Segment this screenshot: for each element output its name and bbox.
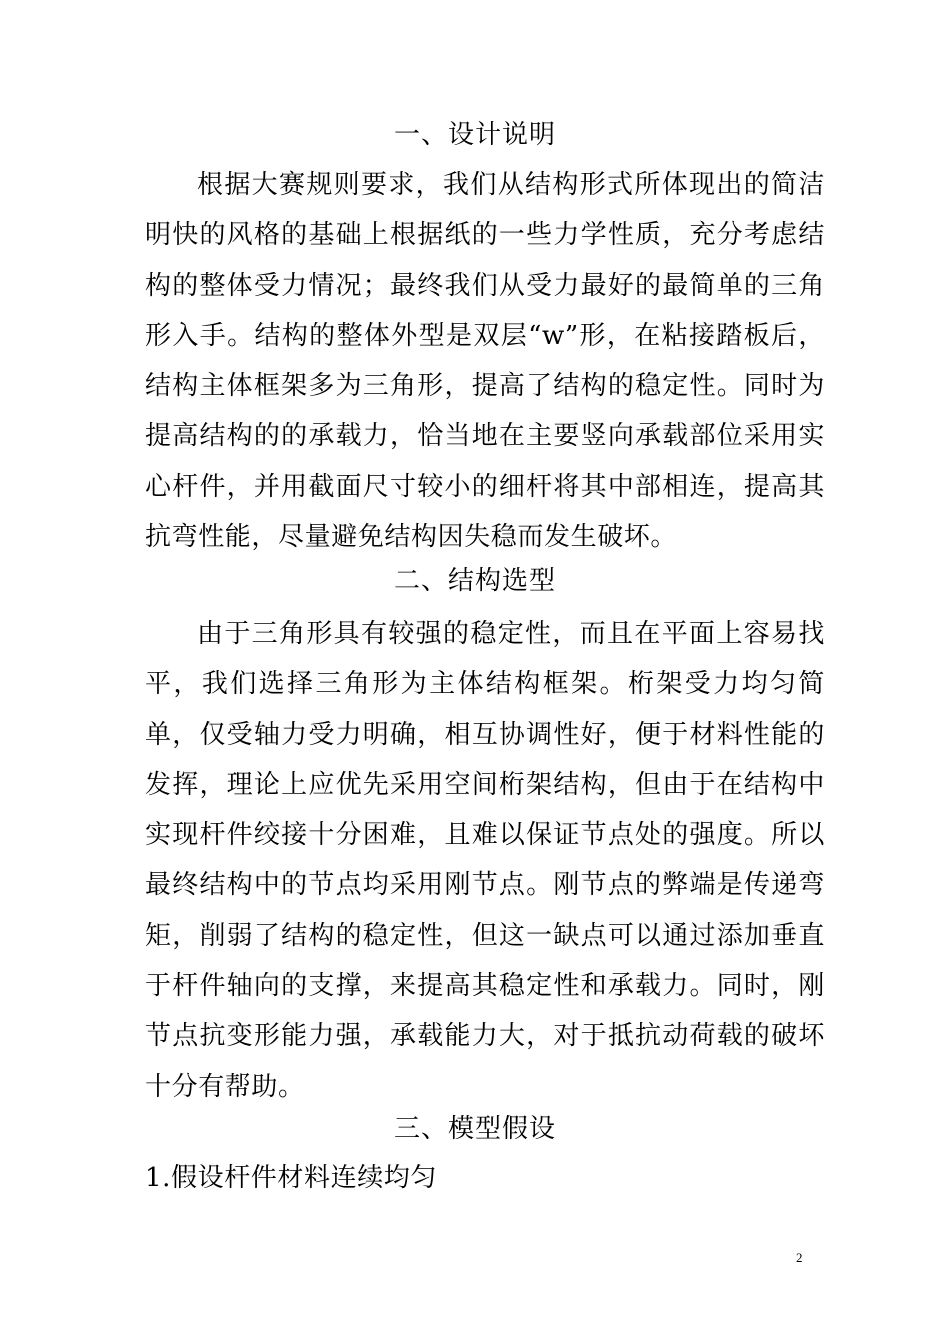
section-heading-structure-selection: 二、结构选型 [393, 566, 556, 596]
section-heading-design-notes: 一、设计说明 [393, 120, 556, 150]
page-number: 2 [796, 1250, 803, 1265]
assumption-item: 1.假设杆件材料连续均匀 [145, 1163, 438, 1193]
section-paragraph-design-notes: 根据大赛规则要求，我们从结构形式所体现出的简洁明快的风格的基础上根据纸的一些力学性质，充分考虑结构的整体受力情况；最终我们从受力最好的最简单的三角形入手。结构的整体外型是双层“w”形，在粘接踏板后，结构主体框架多为三角形，提高了结构的稳定性。同时为提高结构的的承载力，恰当地在主要竖向承载部位采用实心杆件，并用截面尺寸较小的细杆将其中部相连，提高其抗弯性能，尽量避免结构因失稳而发生破坏。 [145, 170, 825, 553]
section-heading-model-assumptions: 三、模型假设 [393, 1114, 556, 1144]
section-paragraph-structure-selection: 由于三角形具有较强的稳定性，而且在平面上容易找平，我们选择三角形为主体结构框架。桁架受力均匀简单，仅受轴力受力明确，相互协调性好，便于材料性能的发挥，理论上应优先采用空间桁架结构，但由于在结构中实现杆件绞接十分困难，且难以保证节点处的强度。所以最终结构中的节点均采用刚节点。刚节点的弊端是传递弯矩，削弱了结构的稳定性，但这一缺点可以通过添加垂直于杆件轴向的支撑，来提高其稳定性和承载力。同时，刚节点抗变形能力强，承载能力大，对于抵抗动荷载的破坏十分有帮助。 [145, 619, 825, 1102]
